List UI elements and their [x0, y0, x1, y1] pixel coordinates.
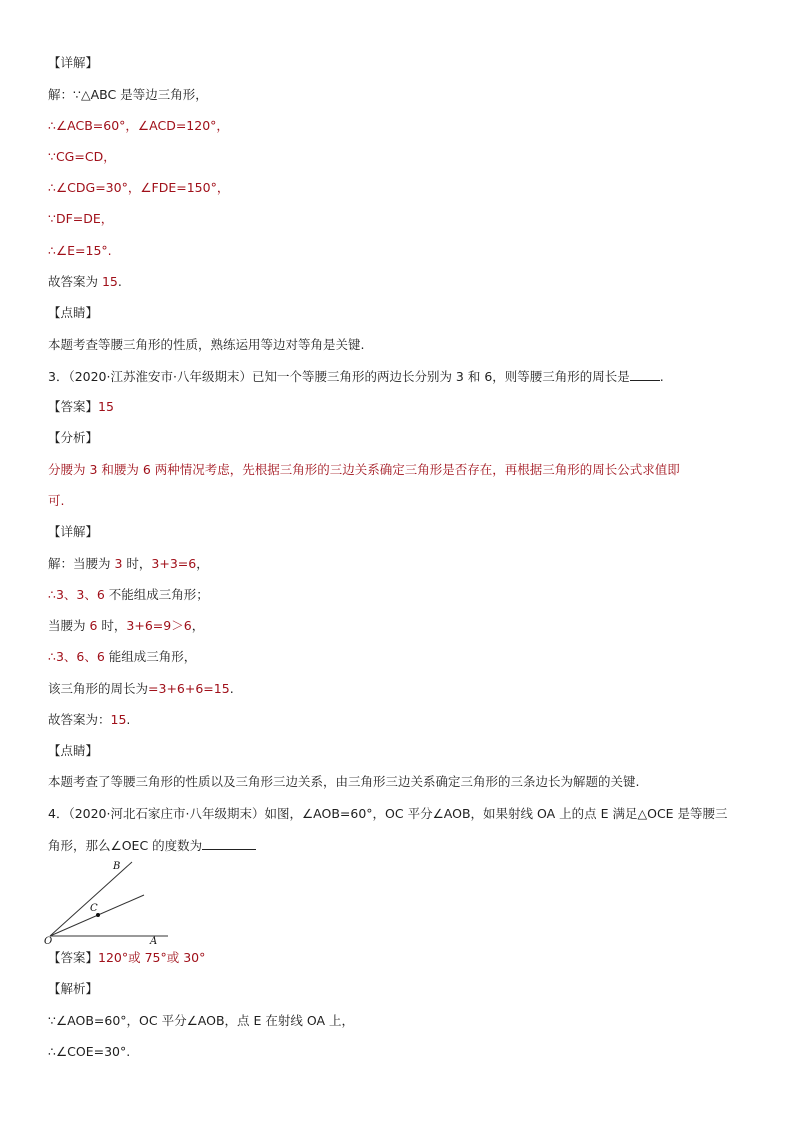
text-segment: ∴3、6、6 — [48, 649, 105, 664]
text-segment: 解： — [48, 87, 74, 102]
line-s1-l6: ∴∠E=15°. — [48, 243, 112, 258]
text-segment: ∴3、3、6 — [48, 587, 105, 602]
line-q4-a2: ∴∠COE=30°. — [48, 1044, 131, 1059]
label-c: C — [90, 903, 98, 914]
text-segment: 4．（2020·河北石家庄市·八年级期末）如图，∠AOB=60°，OC 平分∠AOB，如果射线 OA 上的点 E 满足△OCE 是等腰三 — [48, 806, 728, 821]
text-segment: 该三角形的周长为 — [48, 681, 149, 696]
line-s1-l7 — [48, 274, 122, 290]
line-q3-comment: 本题考查了等腰三角形的性质以及三角形三边关系，由三角形三边关系确定三角形的三条边长为解题的关键. — [48, 774, 640, 789]
text-segment: 当腰为 — [48, 618, 90, 633]
ray-ob — [50, 862, 132, 936]
text-segment: 【答案】 — [48, 399, 99, 414]
text-segment: =3+6+6=15 — [148, 681, 230, 696]
angle-figure — [44, 852, 174, 948]
line-q3-detail-head: 【详解】 — [48, 524, 99, 539]
text-segment: 120°或 75°或 30° — [98, 950, 206, 965]
text-segment: ， — [191, 618, 205, 633]
text-segment: ， — [196, 556, 209, 571]
text-segment: 15 — [98, 399, 114, 414]
line-q4-analysis-head: 【解析】 — [48, 981, 99, 996]
text-segment: 3．（2020·江苏淮安市·八年级期末）已知一个等腰三角形的两边长分别为 3 和 6，则等腰三角形的周长是 — [48, 369, 630, 384]
label-b: B — [113, 861, 121, 872]
line-s1-comment-head: 【点睛】 — [48, 305, 99, 320]
line-q3-d2 — [48, 587, 209, 603]
text-segment: 故答案为 — [48, 274, 102, 289]
line-q4-1 — [48, 806, 728, 822]
text-segment: 3+3=6 — [151, 556, 197, 571]
text-segment: ∵∠AOB=60°，OC 平分∠AOB，点 E 在射线 OA 上， — [48, 1013, 354, 1028]
text-segment: 15 — [101, 274, 118, 289]
text-segment: ∵△ABC 是等边三角形， — [73, 87, 208, 102]
line-q3-analysis-2: 可. — [48, 493, 65, 508]
text-segment: 解：当腰为 — [48, 556, 115, 571]
answer-blank — [202, 837, 256, 850]
line-s1-comment: 本题考查等腰三角形的性质，熟练运用等边对等角是关键. — [48, 337, 365, 352]
label-o: O — [44, 936, 53, 947]
line-q3-analysis-head: 【分析】 — [48, 430, 99, 445]
line-q3 — [48, 368, 664, 385]
line-s1-l1 — [48, 87, 208, 103]
text-segment: 故答案为： — [48, 712, 111, 727]
line-q3-comment-head: 【点睛】 — [48, 743, 99, 758]
line-q4-answer — [48, 950, 205, 966]
line-q3-answer — [48, 399, 114, 415]
line-s1-l3: ∵CG=CD， — [48, 149, 116, 164]
line-s1-detail-head: 【详解】 — [48, 55, 99, 70]
text-segment: . — [117, 274, 122, 289]
line-q3-d5 — [48, 681, 234, 697]
text-segment: 6 — [89, 618, 98, 633]
text-segment: 能组成三角形， — [104, 649, 197, 664]
label-a: A — [150, 936, 158, 947]
text-segment: 3+6=9＞6 — [126, 618, 192, 633]
line-q4-a1 — [48, 1013, 354, 1029]
text-segment: 【答案】 — [48, 950, 99, 965]
line-q3-d3 — [48, 618, 204, 634]
text-segment: . — [659, 369, 664, 384]
text-segment: 15 — [110, 712, 127, 727]
line-q3-d4 — [48, 649, 196, 665]
text-segment: . — [229, 681, 234, 696]
text-segment: 时， — [97, 618, 127, 633]
line-q3-d1 — [48, 556, 209, 572]
line-s1-l4: ∴∠CDG=30°，∠FDE=150°， — [48, 180, 230, 195]
text-segment: 角形，那么∠OEC 的度数为 — [48, 838, 203, 853]
text-segment: 3 — [114, 556, 123, 571]
line-q3-analysis-1: 分腰为 3 和腰为 6 两种情况考虑，先根据三角形的三边关系确定三角形是否存在，再根据三角形的周长公式求值即 — [48, 462, 680, 477]
line-s1-l2: ∴∠ACB=60°，∠ACD=120°， — [48, 118, 229, 133]
text-segment: 时， — [122, 556, 152, 571]
text-segment: . — [126, 712, 131, 727]
line-q3-d6 — [48, 712, 130, 728]
line-s1-l5: ∵DF=DE， — [48, 211, 114, 226]
text-segment: 不能组成三角形； — [104, 587, 209, 602]
answer-blank — [630, 368, 660, 381]
